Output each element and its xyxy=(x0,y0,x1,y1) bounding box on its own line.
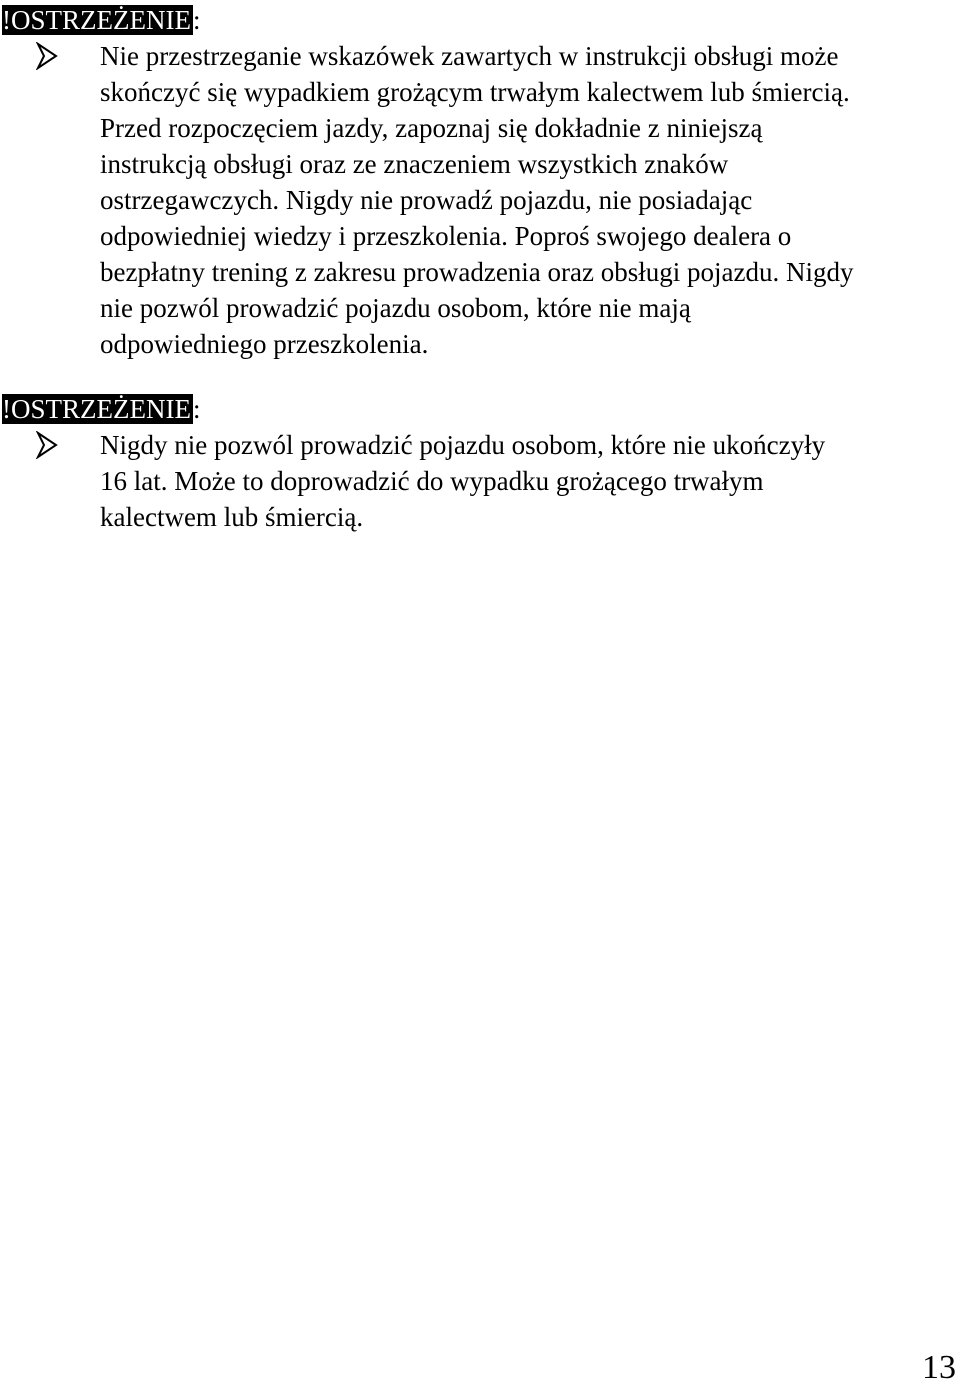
arrowhead-bullet-icon xyxy=(36,42,58,70)
warning-block-2 xyxy=(2,391,958,535)
warning-text: Nie przestrzeganie wskazówek zawartych w instrukcji obsługi może skończyć się wypadkiem grożącym trwałym kalectwem lub śmiercią. Przed rozpoczęciem jazdy, zapoznaj się dokładnie z niniejszą instrukcją obsługi oraz ze znaczeniem wszystkich znaków ostrzegawczych. Nigdy nie prowadź pojazdu, nie posiadając odpowiedniej wiedzy i przeszkolenia. Poproś swojego dealera o bezpłatny trening z zakresu prowadzenia oraz obsługi pojazdu. Nigdy nie pozwól prowadzić pojazdu osobom, które nie mają odpowiedniego przeszkolenia. xyxy=(100,41,854,359)
warning-label: !OSTRZEŻENIE xyxy=(2,394,191,424)
warning-colon: : xyxy=(192,5,201,35)
warning-bullet-item xyxy=(2,427,958,535)
warning-label: !OSTRZEŻENIE xyxy=(2,5,191,35)
warning-text: Nigdy nie pozwól prowadzić pojazdu osobom, które nie ukończyły 16 lat. Może to doprowadzić do wypadku grożącego trwałym kalectwem lub śmiercią. xyxy=(100,430,826,532)
page-number: 13 xyxy=(922,1349,956,1386)
warning-block-1 xyxy=(2,2,958,362)
warning-bullet-item xyxy=(2,38,958,362)
warning-heading xyxy=(2,391,958,427)
warning-colon: : xyxy=(192,394,201,424)
warning-heading xyxy=(2,2,958,38)
arrowhead-bullet-icon xyxy=(36,431,58,459)
